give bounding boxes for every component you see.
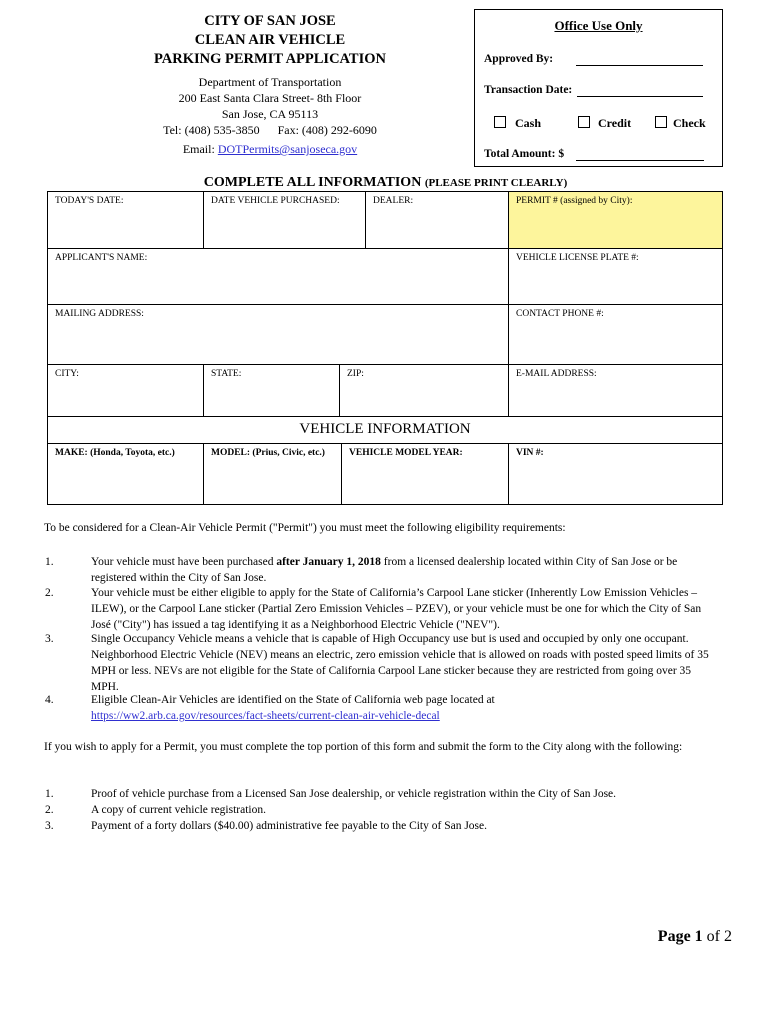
- eligibility-num-4: 4.: [45, 694, 54, 706]
- print-clearly-note: (PLEASE PRINT CLEARLY): [424, 177, 568, 189]
- eligibility-intro: To be considered for a Clean-Air Vehicle Permit ("Permit") you must meet the following eligibility requirements:: [44, 522, 566, 534]
- apply-intro: If you wish to apply for a Permit, you must complete the top portion of this form and submit the form to the City along with the following:: [44, 741, 683, 753]
- apply-item-3: Payment of a forty dollars ($40.00) administrative fee payable to the City of San Jose.: [91, 820, 488, 832]
- tel: Tel: (408) 535-3850: [163, 123, 260, 137]
- credit-label: Credit: [598, 116, 632, 130]
- total-amount-label: Total Amount: $: [484, 148, 565, 160]
- eligibility-num-3: 3.: [45, 633, 54, 645]
- fax: Fax: (408) 292-6090: [277, 123, 377, 137]
- approved-by-line[interactable]: [576, 65, 703, 66]
- vehicle-info-heading: VEHICLE INFORMATION: [48, 417, 722, 444]
- apply-item-1: Proof of vehicle purchase from a Licensed San Jose dealership, or vehicle registration within the City of San Jose.: [91, 788, 617, 800]
- eligibility-item-2: Your vehicle must be either eligible to apply for the State of California’s Carpool Lane sticker (Inherently Low Emission Vehicles – ILEW), or the Carpool Lane sticker (Partial Zero Emission Vehicles – PZEV), or your vehicle must be one for which the City of San José ("City") has issued a tag identifying it as a Neighborhood Electric Vehicle ("NEV").: [91, 587, 702, 631]
- title-line-2: CLEAN AIR VEHICLE: [194, 32, 346, 48]
- header: [120, 12, 420, 157]
- title-line-1: CITY OF SAN JOSE: [204, 13, 336, 29]
- model-field[interactable]: MODEL: (Prius, Civic, etc.): [204, 444, 342, 504]
- model-year-field[interactable]: VEHICLE MODEL YEAR:: [342, 444, 509, 504]
- permit-number-field[interactable]: PERMIT # (assigned by City):: [509, 192, 722, 249]
- apply-num-3: 3.: [45, 820, 54, 832]
- mailing-address-field[interactable]: MAILING ADDRESS:: [48, 305, 509, 365]
- vin-field[interactable]: VIN #:: [516, 448, 544, 458]
- applicant-name-field[interactable]: APPLICANT'S NAME:: [48, 249, 509, 305]
- email-address-field[interactable]: E-MAIL ADDRESS:: [509, 365, 722, 417]
- arb-link[interactable]: https://ww2.arb.ca.gov/resources/fact-sheets/current-clean-air-vehicle-decal: [91, 710, 440, 722]
- make-field[interactable]: MAKE: (Honda, Toyota, etc.): [48, 444, 204, 504]
- address-line-1: 200 East Santa Clara Street- 8th Floor: [178, 91, 362, 105]
- apply-num-2: 2.: [45, 804, 54, 816]
- apply-item-2: A copy of current vehicle registration.: [91, 804, 266, 816]
- license-plate-field[interactable]: VEHICLE LICENSE PLATE #:: [509, 249, 722, 305]
- total-amount-line[interactable]: [576, 160, 704, 161]
- eligibility-num-2: 2.: [45, 587, 54, 599]
- date-purchased-field[interactable]: DATE VEHICLE PURCHASED:: [204, 192, 366, 249]
- complete-info-text: COMPLETE ALL INFORMATION: [203, 175, 422, 190]
- dealer-field[interactable]: DEALER:: [366, 192, 509, 249]
- check-checkbox[interactable]: [655, 116, 667, 128]
- state-field[interactable]: STATE:: [204, 365, 340, 417]
- eligibility-item-3: Single Occupancy Vehicle means a vehicle that is capable of High Occupancy use but is used and occupied by only one occupant. Neighborhood Electric Vehicle (NEV) means an electric, zero emission vehicle that is allowed on roads with posted speed limits of 35 MPH or less. NEVs are not eligible for the State of California Carpool Lane sticker because they are restricted from going over 35 MPH.: [91, 633, 709, 693]
- email-label: Email:: [182, 142, 215, 156]
- apply-num-1: 1.: [45, 788, 54, 800]
- complete-info-heading: [48, 175, 723, 191]
- transaction-date-line[interactable]: [577, 96, 703, 97]
- approved-by-label: Approved By:: [484, 53, 554, 65]
- email-line: [120, 141, 420, 157]
- office-use-box: [474, 9, 723, 167]
- office-use-title: Office Use Only: [554, 18, 643, 33]
- department: Department of Transportation: [198, 75, 342, 89]
- check-label: Check: [673, 116, 706, 130]
- eligibility-item-4: Eligible Clean-Air Vehicles are identified on the State of California web page located at https://ww2.arb.ca.gov/resources/fact-sheets/current-clean-air-vehicle-decal: [91, 694, 495, 722]
- contact-phone-field[interactable]: CONTACT PHONE #:: [509, 305, 722, 365]
- cash-label: Cash: [515, 116, 542, 130]
- todays-date-field[interactable]: TODAY'S DATE:: [48, 192, 204, 249]
- address-line-2: San Jose, CA 95113: [221, 107, 319, 121]
- transaction-date-label: Transaction Date:: [484, 84, 573, 96]
- eligibility-num-1: 1.: [45, 556, 54, 568]
- email-link[interactable]: DOTPermits@sanjoseca.gov: [217, 142, 358, 156]
- application-form: [47, 191, 723, 505]
- cash-checkbox[interactable]: [494, 116, 506, 128]
- zip-field[interactable]: ZIP:: [340, 365, 509, 417]
- phone-fax-line: [120, 122, 420, 138]
- title-line-3: PARKING PERMIT APPLICATION: [153, 51, 386, 67]
- page-number: Page 1 of 2: [657, 928, 732, 945]
- credit-checkbox[interactable]: [578, 116, 590, 128]
- city-field[interactable]: CITY:: [48, 365, 204, 417]
- eligibility-item-1: Your vehicle must have been purchased after January 1, 2018 from a licensed dealership located within City of San Jose or be registered within the City of San Jose.: [91, 556, 678, 584]
